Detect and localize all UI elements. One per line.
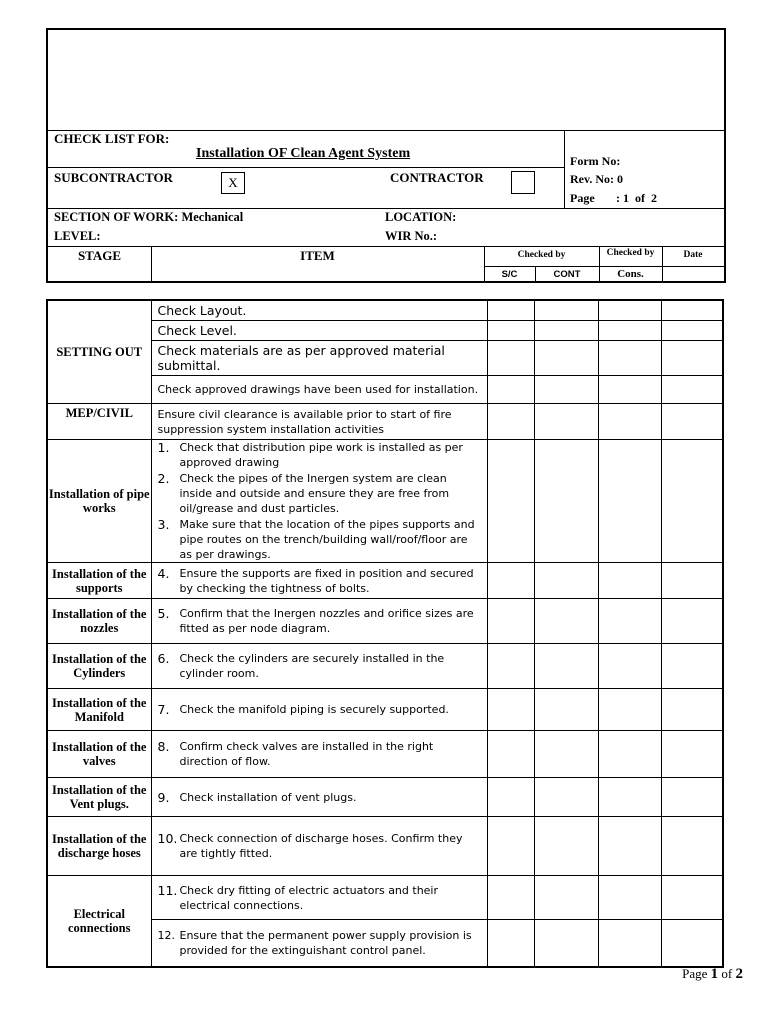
footer-page-total: 2 bbox=[735, 966, 743, 982]
date-column-header: Date bbox=[683, 250, 703, 260]
cons-check-cell[interactable] bbox=[598, 876, 661, 920]
cons-check-cell[interactable] bbox=[598, 376, 661, 404]
item-actuators-text: Check dry fitting of electric actuators and their electrical connections. bbox=[179, 883, 439, 912]
item-check-drawings: Check approved drawings have been used for installation. bbox=[151, 376, 487, 404]
subcontractor-label: SUBCONTRACTOR bbox=[54, 170, 173, 185]
date-cell[interactable] bbox=[661, 563, 723, 599]
form-no-label: Form No: bbox=[570, 154, 621, 168]
date-cell[interactable] bbox=[661, 817, 723, 876]
stage-manifold: Installation of the Manifold bbox=[47, 689, 151, 731]
item-number: 8. bbox=[157, 739, 170, 754]
cons-check-cell[interactable] bbox=[598, 341, 661, 376]
stage-column-header: STAGE bbox=[77, 248, 122, 263]
cont-check-cell[interactable] bbox=[534, 563, 598, 599]
cons-column-header: Cons. bbox=[617, 268, 644, 280]
stage-setting-out: SETTING OUT bbox=[47, 300, 151, 404]
item-check-level: Check Level. bbox=[151, 321, 487, 341]
item-number: 1. bbox=[157, 440, 170, 455]
cont-check-cell[interactable] bbox=[534, 599, 598, 644]
item-discharge-hoses bbox=[151, 817, 487, 876]
cons-check-cell[interactable] bbox=[598, 404, 661, 440]
stage-discharge-hoses: Installation of the discharge hoses bbox=[47, 817, 151, 876]
item-pipe-supports-location: Make sure that the location of the pipes supports and pipe routes on the trench/building wall/roof/floor are as per drawings. bbox=[179, 518, 475, 561]
item-manifold-text: Check the manifold piping is securely supported. bbox=[179, 703, 449, 716]
cont-column-header: CONT bbox=[553, 269, 581, 280]
stage-cylinders: Installation of the Cylinders bbox=[47, 644, 151, 689]
table-row bbox=[47, 876, 723, 920]
item-number: 6. bbox=[157, 651, 170, 666]
stage-mep-civil: MEP/CIVIL bbox=[47, 404, 151, 440]
cont-check-cell[interactable] bbox=[534, 300, 598, 321]
item-pipe-drawing: Check that distribution pipe work is installed as per approved drawing bbox=[179, 441, 463, 469]
cons-check-cell[interactable] bbox=[598, 644, 661, 689]
sc-check-cell[interactable] bbox=[487, 876, 534, 920]
table-row bbox=[47, 817, 723, 876]
table-row bbox=[47, 440, 723, 563]
item-valves bbox=[151, 731, 487, 778]
table-row bbox=[47, 300, 723, 321]
cont-check-cell[interactable] bbox=[534, 404, 598, 440]
cont-check-cell[interactable] bbox=[534, 817, 598, 876]
footer-of-word: of bbox=[721, 966, 733, 981]
item-number: 4. bbox=[157, 565, 170, 581]
table-row bbox=[47, 778, 723, 817]
rev-no-label: Rev. No: 0 bbox=[570, 172, 623, 186]
cont-check-cell[interactable] bbox=[534, 731, 598, 778]
sc-check-cell[interactable] bbox=[487, 644, 534, 689]
checklist-title: Installation OF Clean Agent System bbox=[196, 146, 411, 161]
item-number: 7. bbox=[157, 702, 170, 717]
divider bbox=[48, 246, 724, 247]
sc-check-cell[interactable] bbox=[487, 404, 534, 440]
table-row bbox=[47, 563, 723, 599]
item-vent-plugs bbox=[151, 778, 487, 817]
sc-check-cell[interactable] bbox=[487, 440, 534, 563]
cont-check-cell[interactable] bbox=[534, 689, 598, 731]
checked-by-header: Checked by bbox=[517, 250, 566, 260]
cont-check-cell[interactable] bbox=[534, 876, 598, 920]
cont-check-cell[interactable] bbox=[534, 376, 598, 404]
cont-check-cell[interactable] bbox=[534, 341, 598, 376]
cont-check-cell[interactable] bbox=[534, 920, 598, 967]
date-cell[interactable] bbox=[661, 341, 723, 376]
contractor-checkbox[interactable] bbox=[511, 171, 535, 194]
stage-valves: Installation of the valves bbox=[47, 731, 151, 778]
item-power-supply-text: Ensure that the permanent power supply provision is provided for the extinguishant control panel. bbox=[179, 928, 472, 957]
item-check-materials: Check materials are as per approved material submittal. bbox=[151, 341, 487, 376]
cons-check-cell[interactable] bbox=[598, 599, 661, 644]
sc-check-cell[interactable] bbox=[487, 321, 534, 341]
stage-supports: Installation of the supports bbox=[47, 563, 151, 599]
date-cell[interactable] bbox=[661, 731, 723, 778]
sc-check-cell[interactable] bbox=[487, 817, 534, 876]
sc-check-cell[interactable] bbox=[487, 778, 534, 817]
checked-by-header-2: Checked by bbox=[606, 248, 655, 258]
date-cell[interactable] bbox=[661, 920, 723, 967]
cons-check-cell[interactable] bbox=[598, 778, 661, 817]
stage-pipe-works: Installation of pipe works bbox=[47, 440, 151, 563]
footer-page-word: Page bbox=[682, 966, 708, 981]
subcontractor-checkbox[interactable]: X bbox=[221, 172, 245, 194]
date-cell[interactable] bbox=[661, 778, 723, 817]
cont-check-cell[interactable] bbox=[534, 644, 598, 689]
sc-check-cell[interactable] bbox=[487, 731, 534, 778]
date-cell[interactable] bbox=[661, 300, 723, 321]
divider bbox=[564, 130, 565, 208]
page-footer bbox=[682, 966, 743, 983]
date-cell[interactable] bbox=[661, 689, 723, 731]
stage-vent-plugs: Installation of the Vent plugs. bbox=[47, 778, 151, 817]
item-cylinders bbox=[151, 644, 487, 689]
item-nozzles bbox=[151, 599, 487, 644]
item-number: 10. bbox=[157, 831, 178, 846]
item-vent-plugs-text: Check installation of vent plugs. bbox=[179, 790, 357, 804]
sc-column-header: S/C bbox=[501, 269, 518, 280]
item-civil-clearance: Ensure civil clearance is available prior to start of fire suppression system installation activities bbox=[151, 404, 487, 440]
cont-check-cell[interactable] bbox=[534, 778, 598, 817]
divider bbox=[48, 208, 724, 209]
footer-page-number: 1 bbox=[710, 966, 719, 982]
section-label: SECTION OF WORK: Mechanical bbox=[54, 210, 244, 224]
cons-check-cell[interactable] bbox=[598, 321, 661, 341]
item-discharge-hoses-text: Check connection of discharge hoses. Confirm they are tightly fitted. bbox=[179, 832, 463, 860]
cons-check-cell[interactable] bbox=[598, 920, 661, 967]
date-cell[interactable] bbox=[661, 644, 723, 689]
item-pipe-works bbox=[151, 440, 487, 563]
item-number: 3. bbox=[157, 517, 170, 532]
level-label: LEVEL: bbox=[54, 229, 101, 243]
table-row bbox=[47, 644, 723, 689]
cont-check-cell[interactable] bbox=[534, 440, 598, 563]
cons-check-cell[interactable] bbox=[598, 731, 661, 778]
sc-check-cell[interactable] bbox=[487, 341, 534, 376]
contractor-label: CONTRACTOR bbox=[390, 170, 484, 185]
item-column-header: ITEM bbox=[300, 248, 335, 263]
item-supports-text: Ensure the supports are fixed in position and secured by checking the tightness of bolts. bbox=[179, 566, 474, 595]
table-row bbox=[47, 689, 723, 731]
form-header bbox=[46, 28, 726, 283]
date-cell[interactable] bbox=[661, 599, 723, 644]
cons-check-cell[interactable] bbox=[598, 689, 661, 731]
item-number: 2. bbox=[157, 471, 170, 486]
date-cell[interactable] bbox=[661, 376, 723, 404]
date-cell[interactable] bbox=[661, 876, 723, 920]
table-row bbox=[47, 731, 723, 778]
divider bbox=[484, 266, 724, 267]
table-row bbox=[47, 404, 723, 440]
cont-check-cell[interactable] bbox=[534, 321, 598, 341]
cons-check-cell[interactable] bbox=[598, 563, 661, 599]
item-power-supply bbox=[151, 920, 487, 967]
checklist-table bbox=[46, 299, 724, 968]
item-pipe-clean: Check the pipes of the Inergen system are clean inside and outside and ensure they are free from oil/grease and dust particles. bbox=[179, 472, 450, 515]
cons-check-cell[interactable] bbox=[598, 440, 661, 563]
item-actuators bbox=[151, 876, 487, 920]
date-cell[interactable] bbox=[661, 321, 723, 341]
item-valves-text: Confirm check valves are installed in the right direction of flow. bbox=[179, 740, 434, 768]
divider bbox=[48, 167, 564, 168]
sc-check-cell[interactable] bbox=[487, 376, 534, 404]
table-row bbox=[47, 599, 723, 644]
date-cell[interactable] bbox=[661, 404, 723, 440]
sc-check-cell[interactable] bbox=[487, 563, 534, 599]
item-manifold bbox=[151, 689, 487, 731]
sc-check-cell[interactable] bbox=[487, 599, 534, 644]
sc-check-cell[interactable] bbox=[487, 300, 534, 321]
stage-electrical: Electrical connections bbox=[47, 876, 151, 967]
checklist-label: CHECK LIST FOR: bbox=[54, 131, 170, 146]
item-cylinders-text: Check the cylinders are securely installed in the cylinder room. bbox=[179, 652, 445, 680]
item-check-layout: Check Layout. bbox=[151, 300, 487, 321]
item-number: 9. bbox=[157, 789, 170, 805]
item-nozzles-text: Confirm that the Inergen nozzles and orifice sizes are fitted as per node diagram. bbox=[179, 607, 474, 635]
item-number: 5. bbox=[157, 606, 170, 621]
cons-check-cell[interactable] bbox=[598, 300, 661, 321]
item-number: 12. bbox=[157, 928, 175, 942]
stage-nozzles: Installation of the nozzles bbox=[47, 599, 151, 644]
sc-check-cell[interactable] bbox=[487, 689, 534, 731]
page-label: Page bbox=[570, 191, 595, 205]
cons-check-cell[interactable] bbox=[598, 817, 661, 876]
item-supports bbox=[151, 563, 487, 599]
page-value: : 1 of 2 bbox=[616, 191, 657, 205]
item-number: 11. bbox=[157, 882, 178, 898]
location-label: LOCATION: bbox=[385, 210, 457, 224]
date-cell[interactable] bbox=[661, 440, 723, 563]
sc-check-cell[interactable] bbox=[487, 920, 534, 967]
wir-label: WIR No.: bbox=[385, 229, 438, 243]
